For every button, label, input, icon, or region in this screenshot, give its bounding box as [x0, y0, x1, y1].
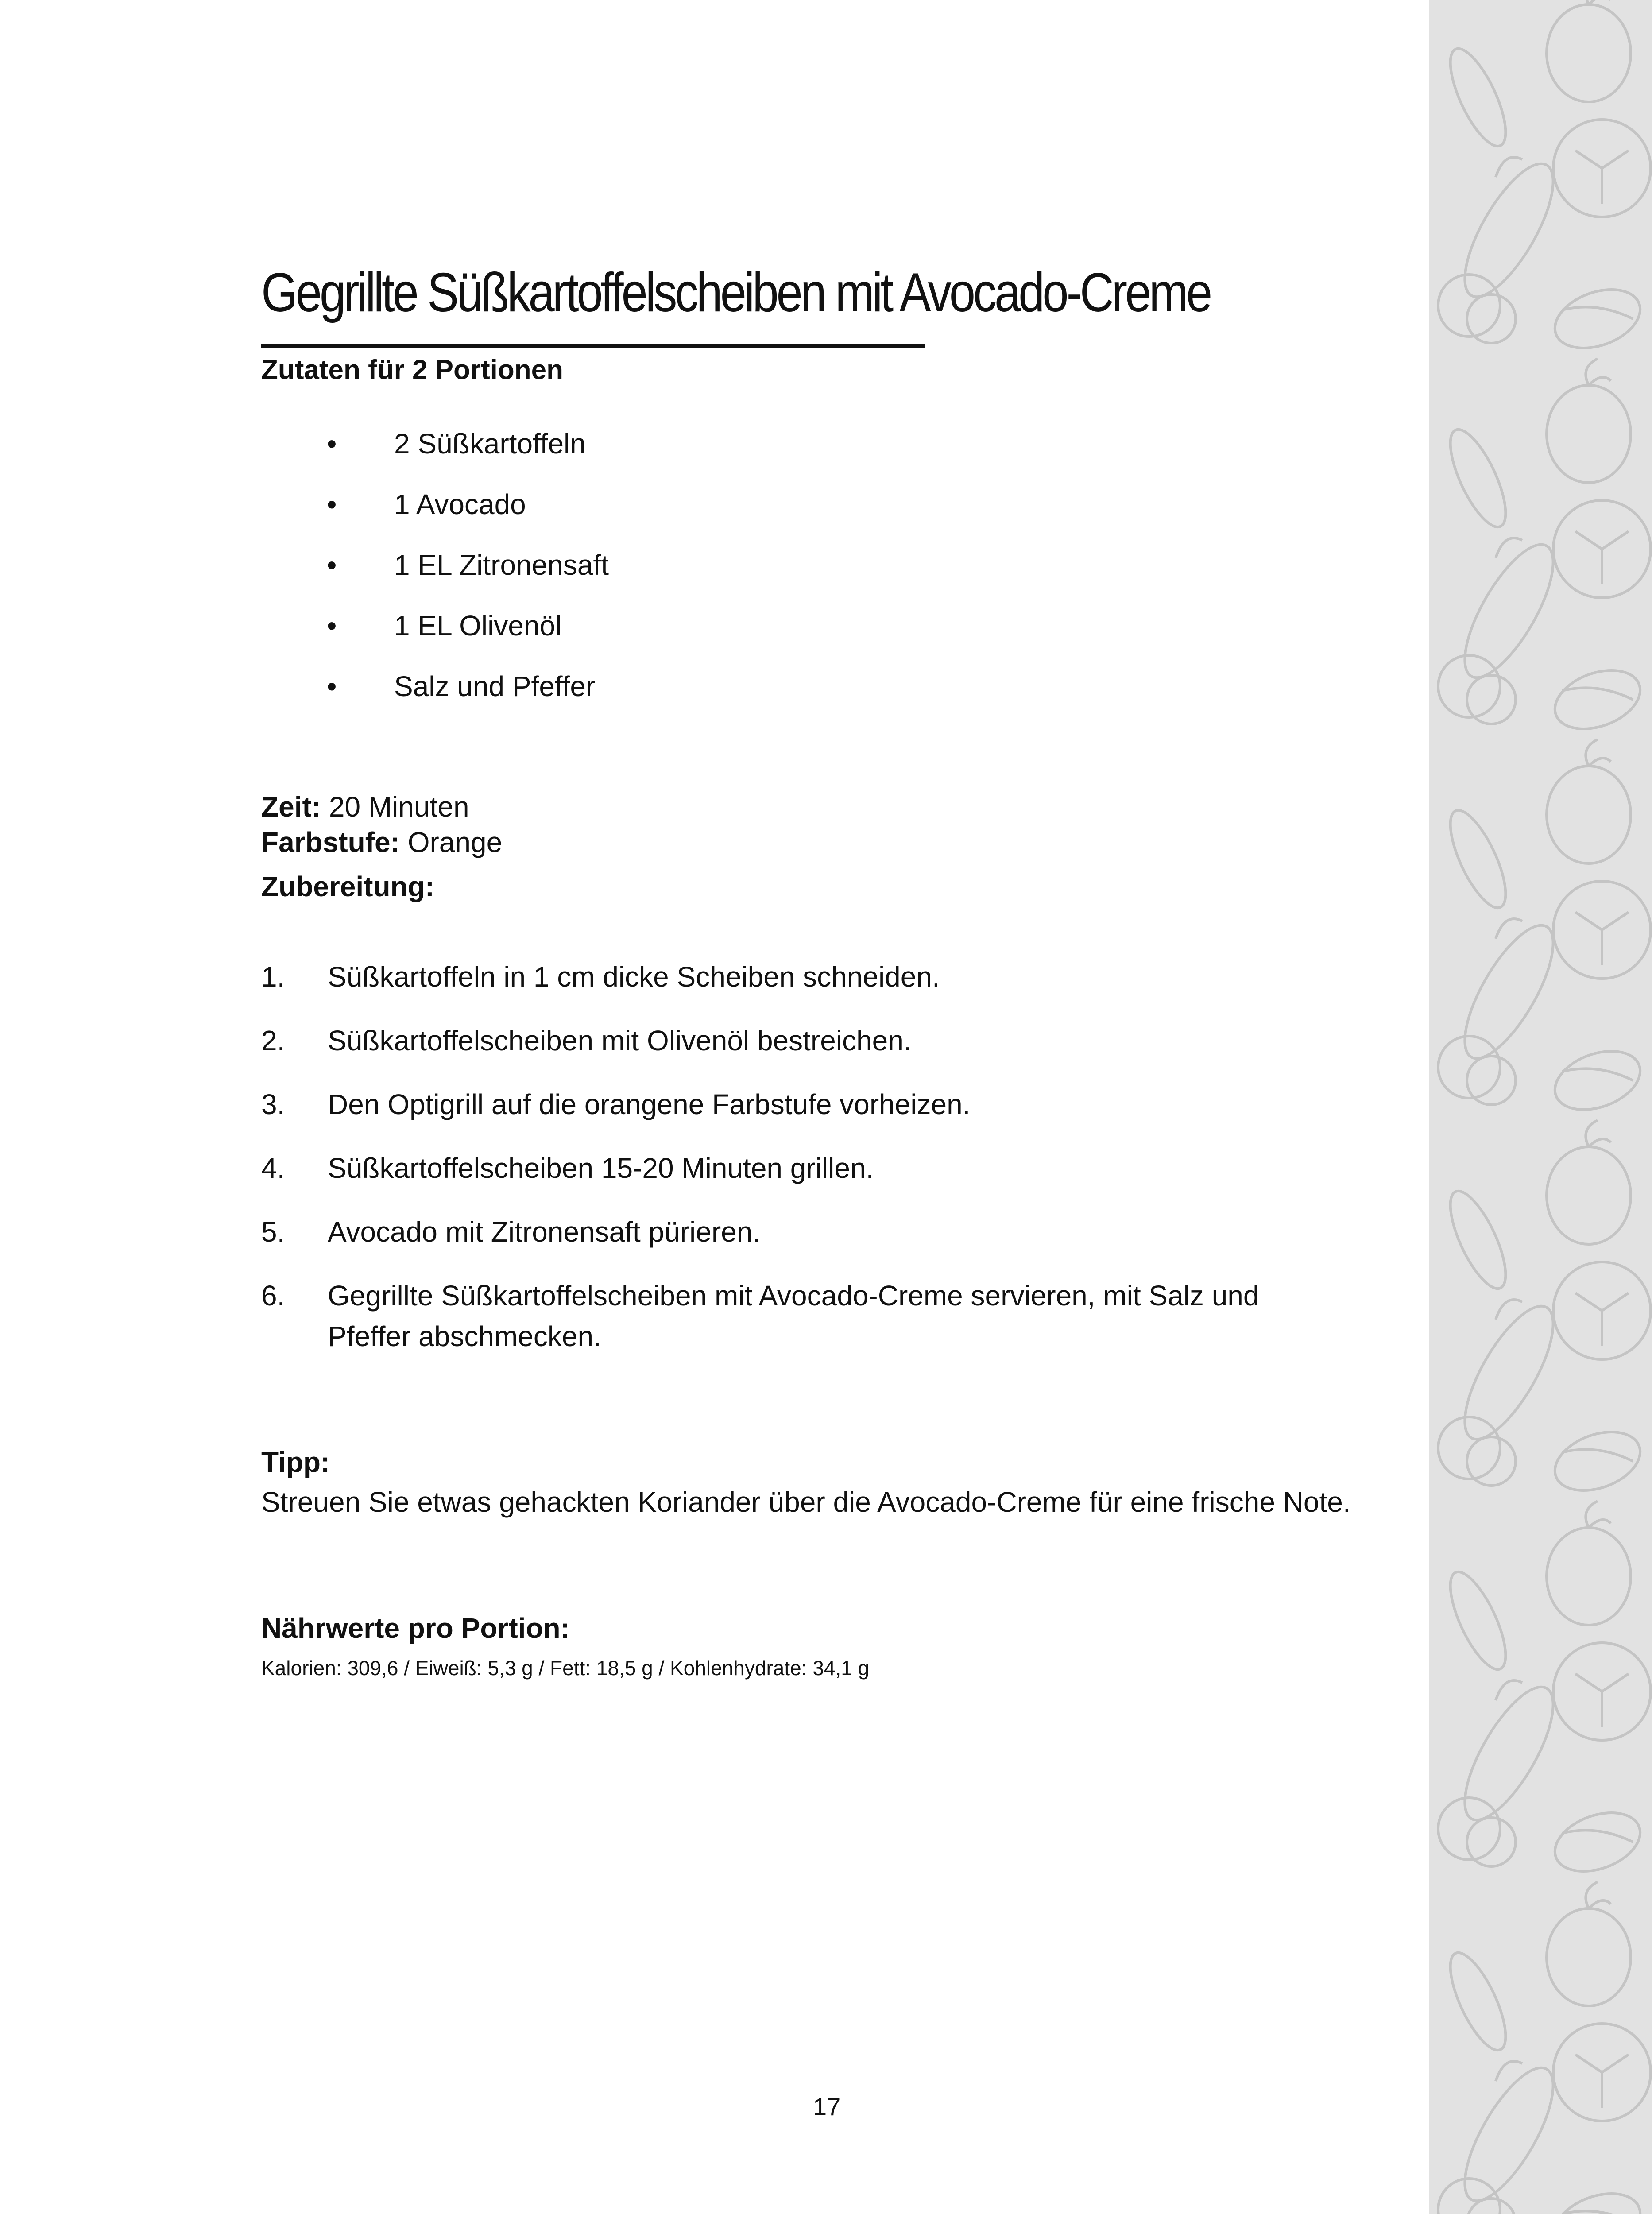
vegetable-pattern-icon	[1429, 0, 1652, 2214]
step-number: 4.	[261, 1152, 285, 1184]
step-item	[261, 1275, 1368, 1357]
nutrition-text: Kalorien: 309,6 / Eiweiß: 5,3 g / Fett: 18,5 g / Kohlenhydrate: 34,1 g	[261, 1657, 870, 1680]
step-item	[261, 956, 1368, 997]
preparation-steps	[261, 956, 1368, 1380]
step-text: Süßkartoffelscheiben mit Olivenöl bestreichen.	[328, 1025, 912, 1057]
step-number: 5.	[261, 1216, 285, 1248]
ingredient-text: 1 Avocado	[394, 488, 526, 520]
nutrition-heading: Nährwerte pro Portion:	[261, 1612, 570, 1644]
step-text: Den Optigrill auf die orangene Farbstufe vorheizen.	[328, 1088, 971, 1120]
page-number: 17	[813, 2093, 841, 2121]
level-line	[261, 826, 502, 859]
servings-heading: Zutaten für 2 Portionen	[261, 355, 563, 385]
step-item	[261, 1212, 1368, 1252]
step-text: Süßkartoffeln in 1 cm dicke Scheiben schneiden.	[328, 961, 940, 993]
level-value: Orange	[407, 826, 503, 858]
recipe-title: Gegrillte Süßkartoffelscheiben mit Avocado-Creme	[261, 262, 1210, 323]
side-strip	[1429, 0, 1652, 2214]
bullet-icon: •	[327, 610, 337, 642]
ingredient-text: 1 EL Olivenöl	[394, 610, 562, 642]
bullet-icon: •	[327, 488, 337, 520]
step-number: 2.	[261, 1025, 285, 1057]
recipe-page	[261, 0, 1368, 2214]
bullet-icon: •	[327, 428, 337, 460]
step-item	[261, 1020, 1368, 1061]
preparation-heading: Zubereitung:	[261, 871, 435, 902]
ingredient-text: 2 Süßkartoffeln	[394, 428, 586, 460]
title-underline	[261, 344, 925, 348]
bullet-icon: •	[327, 670, 337, 702]
tip-heading: Tipp:	[261, 1446, 330, 1478]
time-line	[261, 790, 469, 823]
step-number: 1.	[261, 961, 285, 993]
step-text: Avocado mit Zitronensaft pürieren.	[328, 1216, 761, 1248]
time-value: 20 Minuten	[329, 791, 469, 823]
tip-text: Streuen Sie etwas gehackten Koriander über die Avocado-Creme für eine frische Note.	[261, 1486, 1351, 1518]
bullet-icon: •	[327, 549, 337, 581]
step-item	[261, 1148, 1368, 1188]
step-item	[261, 1084, 1368, 1125]
ingredient-text: Salz und Pfeffer	[394, 670, 596, 702]
level-label: Farbstufe:	[261, 826, 400, 858]
step-number: 3.	[261, 1088, 285, 1120]
ingredient-text: 1 EL Zitronensaft	[394, 549, 609, 581]
step-text: Gegrillte Süßkartoffelscheiben mit Avocado-Creme servieren, mit Salz und Pfeffer abschmecken.	[328, 1280, 1259, 1352]
time-label: Zeit:	[261, 791, 321, 823]
step-text: Süßkartoffelscheiben 15-20 Minuten grillen.	[328, 1152, 874, 1184]
step-number: 6.	[261, 1280, 285, 1312]
